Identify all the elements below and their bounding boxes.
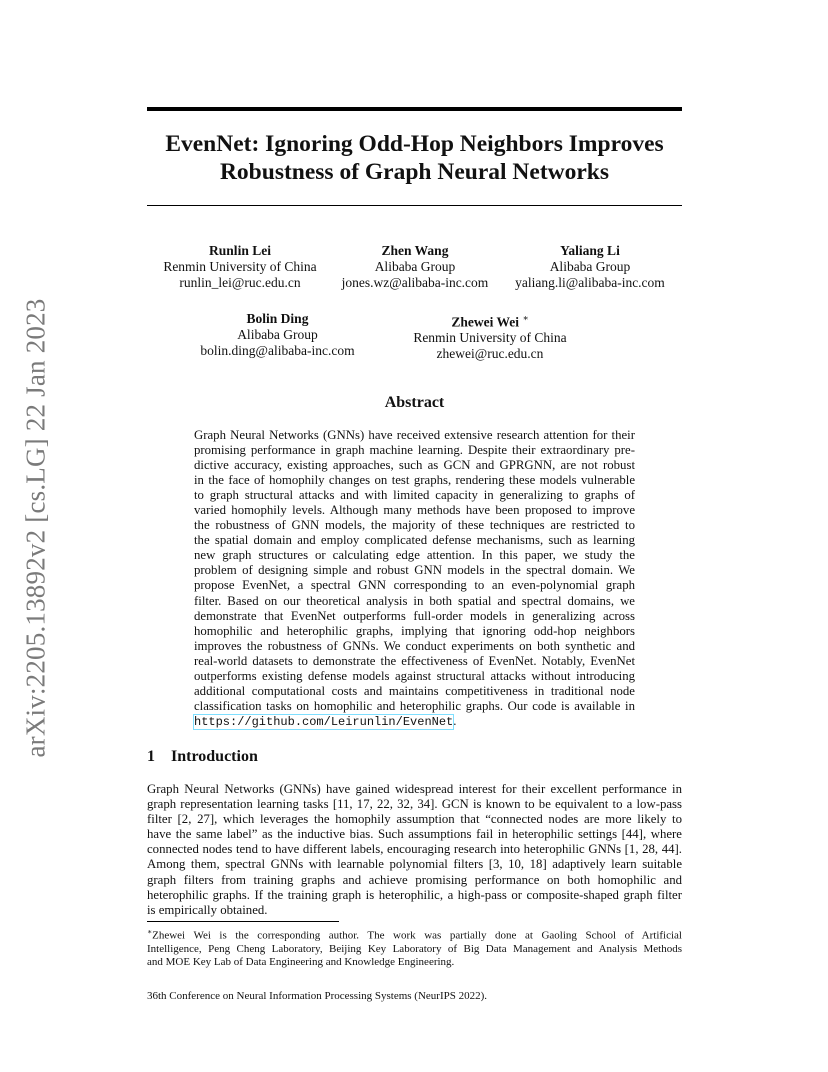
title-bottom-rule [147, 205, 682, 206]
intro-line: have the same label” as the inductive bias. Such assumptions fail in heterophilic settings [44], where [147, 827, 682, 842]
intro-line: Among them, spectral GNNs with learnable polynomial filters [3, 10, 18] adaptively learn suitable [147, 857, 682, 872]
author-block [505, 243, 675, 290]
paper-title [147, 130, 682, 186]
author-name: Zhewei Wei ∗ [451, 313, 529, 330]
intro-line: is empirically obtained. [147, 902, 268, 917]
section-number: 1 [147, 748, 155, 765]
abstract-line: the spatial domain and employ complicated defense mechanisms, such as learning [194, 533, 635, 548]
abstract-line: demonstrate that EvenNet outperforms full-order models in generalizing across [194, 608, 635, 623]
arxiv-stamp [0, 0, 51, 758]
abstract-line: filter. Based on our theoretical analysis in both spatial and spectral domains, we [194, 593, 635, 608]
author-block [330, 243, 500, 290]
abstract-line: the robustness of GNN models, the majority of these techniques are restricted to [194, 518, 635, 533]
abstract-line: varied homophily levels. Although many methods have been proposed to improve [194, 503, 635, 518]
author-name: Zhen Wang [381, 243, 449, 258]
footnote-rule [147, 921, 339, 922]
introduction-body [147, 782, 682, 918]
footnote-mark: ∗ [147, 927, 153, 936]
title-line-1: EvenNet: Ignoring Odd-Hop Neighbors Improves [165, 131, 664, 157]
author-affiliation: Renmin University of China [413, 330, 567, 346]
intro-line: filter [2, 27], which leverages the homophily assumption that “connected nodes are more likely to [147, 812, 682, 827]
section-title: Introduction [171, 748, 258, 765]
author-email: bolin.ding@alibaba-inc.com [200, 342, 355, 358]
author-block [160, 243, 320, 290]
abstract-heading: Abstract [384, 394, 445, 411]
author-email: jones.wz@alibaba-inc.com [341, 274, 489, 290]
intro-line: graph representation learning tasks [11, 17, 22, 32, 34]. GCN is known to be equivalent to a low-pass [147, 797, 682, 812]
abstract-line: classification tasks on homophilic and heterophilic graphs. Our code is available in [194, 698, 635, 713]
abstract-line: improves the robustness of GNNs. We conduct experiments on both synthetic and [194, 638, 635, 653]
code-url-link[interactable]: https://github.com/Leirunlin/EvenNet [194, 714, 454, 729]
arxiv-id: arXiv:2205.13892v2 [cs.LG] 22 Jan 2023 [20, 298, 51, 758]
abstract-line: homophilic and heterophilic graphs, implying that ignoring odd-hop neighbors [194, 623, 635, 638]
intro-line: Graph Neural Networks (GNNs) have gained widespread interest for their excellent performance in [147, 782, 682, 796]
footnote-line: and MOE Key Lab of Data Engineering and Knowledge Engineering. [147, 956, 455, 969]
intro-line: heterophilic graphs. If the training graph is heterophilic, a high-pass or composite-shaped graph filter [147, 887, 682, 902]
author-block [190, 311, 365, 358]
intro-line: connected nodes tend to have different labels, encouraging research into heterophilic GNNs [1, 28, 44]. [147, 842, 682, 857]
intro-line: graph filters from training graphs and achieve promising performance on both homophilic and [147, 872, 682, 887]
footnote [147, 925, 682, 970]
author-name: Yaliang Li [560, 243, 620, 258]
abstract-line: new graph structures or calculating edge attention. In this paper, we study the [194, 548, 635, 563]
abstract-line: to graph structural attacks and with limited capacity in generalizing to graphs of [194, 488, 635, 503]
venue-note: 36th Conference on Neural Information Processing Systems (NeurIPS 2022). [147, 990, 488, 1002]
footnote-marker[interactable]: ∗ [522, 313, 529, 323]
section-heading [147, 748, 258, 766]
author-affiliation: Alibaba Group [237, 326, 318, 342]
abstract-line: propose EvenNet, a spectral GNN corresponding to an even-polynomial graph [194, 578, 635, 593]
title-top-rule [147, 107, 682, 111]
author-affiliation: Renmin University of China [163, 258, 317, 274]
abstract-line: promising performance in graph machine learning. Despite their extraordinary pre- [194, 443, 635, 458]
abstract-line: Graph Neural Networks (GNNs) have received extensive research attention for their [194, 428, 635, 442]
author-email: zhewei@ruc.edu.cn [436, 346, 544, 362]
abstract-line: dictive accuracy, existing approaches, such as GCN and GPRGNN, are not robust [194, 458, 635, 473]
author-affiliation: Alibaba Group [549, 258, 631, 274]
author-affiliation: Alibaba Group [374, 258, 456, 274]
abstract-body [194, 428, 635, 730]
author-email: runlin_lei@ruc.edu.cn [179, 274, 301, 290]
author-name: Runlin Lei [209, 243, 271, 258]
abstract-line: in the face of homophily changes on test graphs, rendering these models vulnerable [194, 473, 635, 488]
footnote-line: Intelligence, Peng Cheng Laboratory, Beijing Key Laboratory of Big Data Management and Analysis Methods [147, 942, 682, 955]
abstract-line: problem of designing simple and robust GNN models in the spectral domain. We [194, 563, 635, 578]
title-line-2: Robustness of Graph Neural Networks [219, 159, 610, 185]
author-name: Bolin Ding [246, 311, 309, 326]
abstract-line: https://github.com/Leirunlin/EvenNet. [194, 713, 457, 729]
abstract-line: outperforms existing defense models against structural attacks without introducing [194, 668, 635, 683]
author-email: yaliang.li@alibaba-inc.com [515, 274, 665, 290]
abstract-line: additional computational costs and maintains competitiveness in traditional node [194, 683, 635, 698]
footnote-line: ∗Zhewei Wei is the corresponding author. The work was partially done at Gaoling School of Artificial [147, 927, 682, 942]
abstract-line: real-world datasets to demonstrate the effectiveness of EvenNet. Notably, EvenNet [194, 653, 635, 668]
author-block [405, 311, 575, 362]
